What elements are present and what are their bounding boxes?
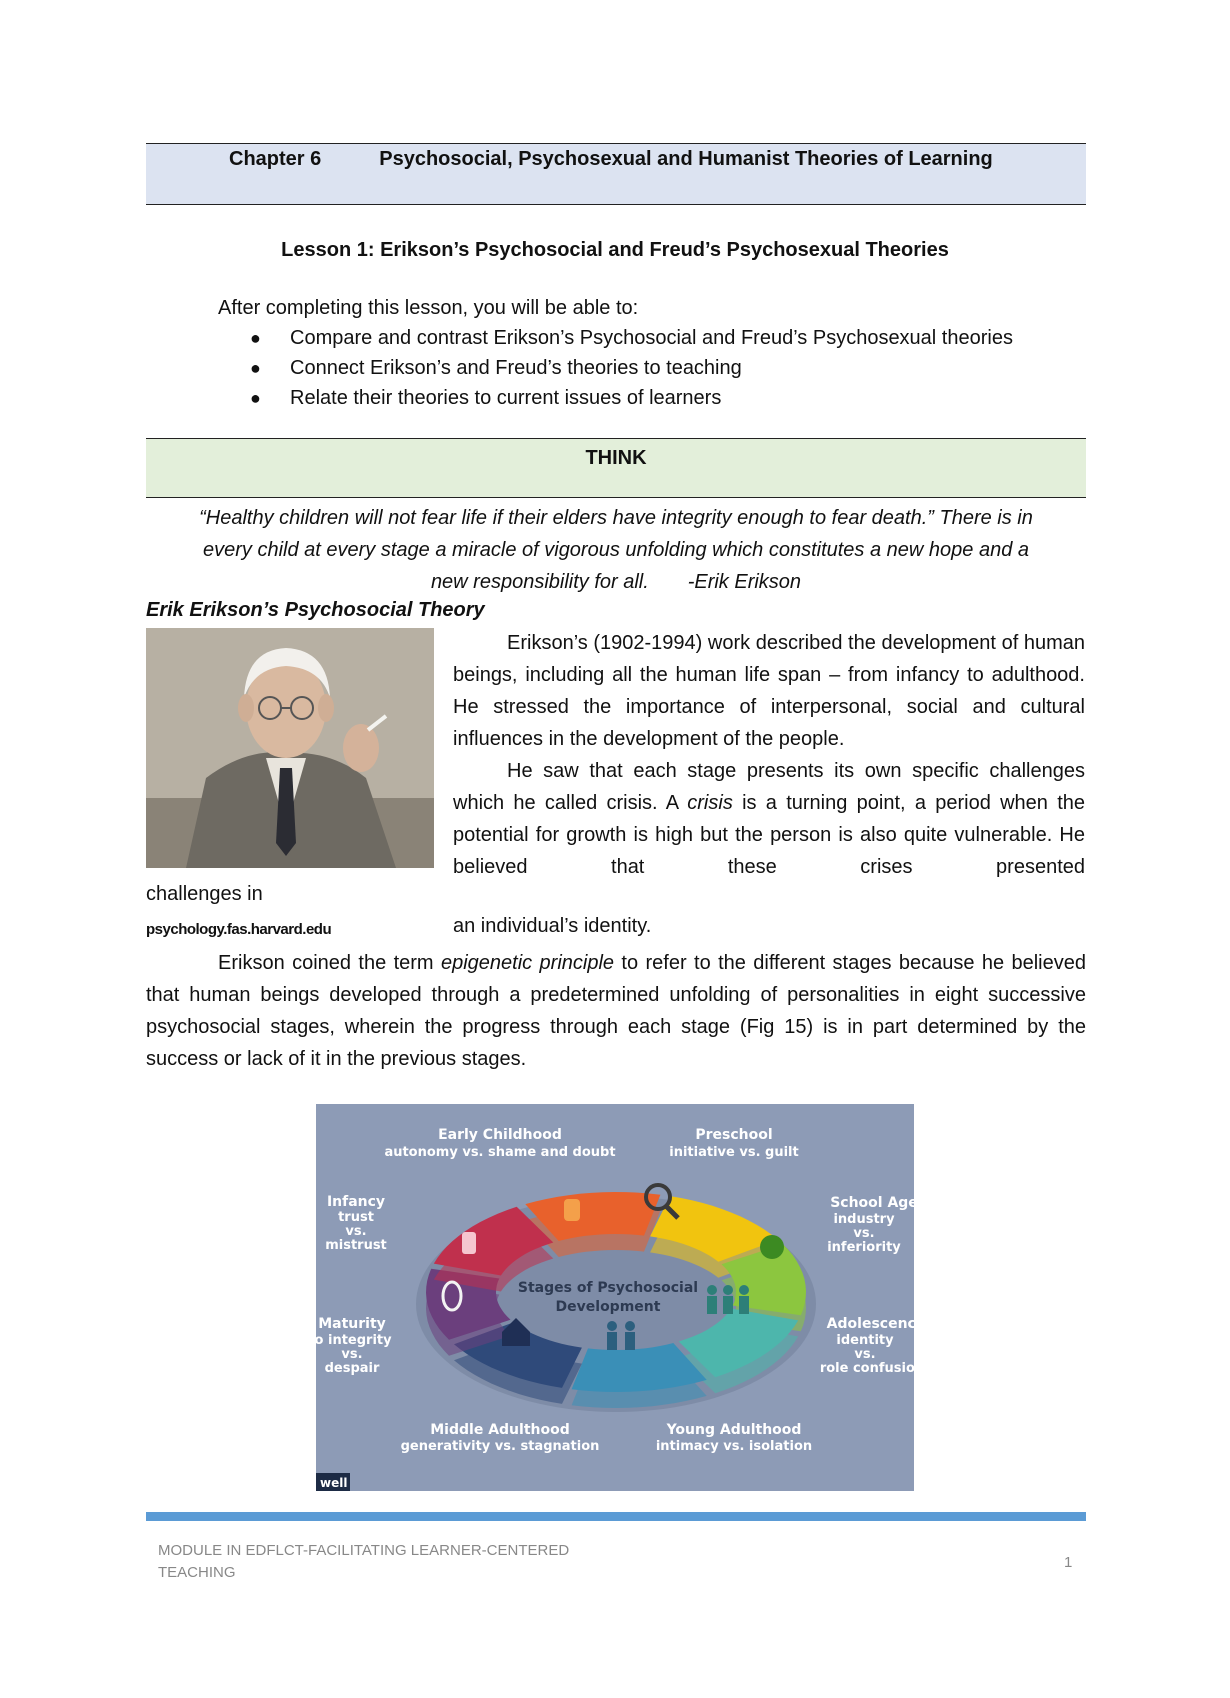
stages-wheel [296, 1104, 926, 1491]
stage-preschool-crisis: initiative vs. guilt [669, 1145, 799, 1160]
paragraph-2-tail: challenges in [146, 883, 263, 905]
stage-school-age-crisis-3: inferiority [827, 1240, 901, 1255]
chapter-number: Chapter 6 [229, 148, 322, 170]
stage-adolescence-crisis-1: identity [836, 1333, 894, 1348]
stage-young-adulthood-name: Young Adulthood [666, 1422, 802, 1438]
stage-adolescence-crisis-2: vs. [854, 1347, 876, 1362]
diagram-center-line2: Development [555, 1299, 661, 1315]
stage-adolescence-crisis-3: role confusion [819, 1361, 925, 1376]
footer-module-title: MODULE IN EDFLCT-FACILITATING LEARNER-CENTERED TEACHING [158, 1542, 570, 1581]
list-item: ● Relate their theories to current issues of learners [250, 384, 1013, 414]
chapter-heading [229, 148, 993, 171]
stage-maturity-crisis-2: vs. [341, 1347, 363, 1362]
stage-infancy-name: Infancy [326, 1194, 386, 1210]
image-caption: psychology.fas.harvard.edu [146, 921, 332, 938]
bullet-icon: ● [250, 388, 261, 408]
apple-icon [760, 1235, 784, 1259]
chapter-title: Psychosocial, Psychosexual and Humanist Theories of Learning [379, 148, 993, 170]
stage-infancy-crisis-3: mistrust [325, 1238, 387, 1253]
stage-middle-adulthood-crisis: generativity vs. stagnation [400, 1439, 600, 1454]
diagram-center-line1: Stages of Psychosocial [517, 1280, 699, 1296]
objectives-intro: After completing this lesson, you will be able to: [218, 297, 639, 319]
paragraph-3: Erikson coined the term epigenetic principle to refer to the different stages because he believed that human beings developed through a predetermined unfolding of personalities in eight successive psychosocial stages, wherein the progress through each stage (Fig 15) is in part determined by the success or lack of it in the previous stages. [146, 952, 1086, 1070]
stage-school-age-crisis-1: industry [833, 1212, 895, 1227]
think-label: THINK [585, 447, 647, 469]
stage-infancy-crisis-1: trust [338, 1210, 374, 1225]
portrait-illustration [146, 628, 434, 868]
stage-infancy-crisis-2: vs. [345, 1224, 367, 1239]
stage-early-childhood-crisis: autonomy vs. shame and doubt [384, 1145, 616, 1160]
lesson-title: Lesson 1: Erikson’s Psychosocial and Freud’s Psychosexual Theories [281, 239, 949, 261]
toilet-icon [564, 1199, 580, 1221]
stage-school-age-crisis-2: vs. [853, 1226, 875, 1241]
bullet-icon: ● [250, 328, 261, 348]
bullet-icon: ● [250, 358, 261, 378]
footer-rule [146, 1512, 1086, 1521]
stage-young-adulthood-crisis: intimacy vs. isolation [655, 1439, 813, 1454]
paragraph-1: Erikson’s (1902-1994) work described the development of human beings, including all the human life span – from infancy to adulthood. He stressed the importance of interpersonal, social and cultural influences in the development of the people. [453, 632, 1085, 750]
baby-bottle-icon [462, 1232, 476, 1254]
objectives-list [250, 324, 1013, 414]
teens-icon [707, 1285, 749, 1314]
page-number: 1 [1064, 1554, 1073, 1571]
stage-school-age-name: School Age [830, 1195, 918, 1211]
erikson-portrait [146, 628, 434, 868]
stage-maturity-name: Maturity [318, 1316, 386, 1332]
stage-maturity-crisis-1: ego integrity [296, 1333, 392, 1348]
stage-preschool-name: Preschool [695, 1127, 773, 1143]
watermark-text: well [320, 1476, 348, 1490]
list-item: ● Connect Erikson’s and Freud’s theories to teaching [250, 354, 1013, 384]
stage-adolescence-name: Adolescence [826, 1316, 926, 1332]
psychosocial-stages-diagram [296, 1104, 926, 1491]
stage-early-childhood-name: Early Childhood [438, 1127, 562, 1143]
section-heading: Erik Erikson’s Psychosocial Theory [146, 599, 485, 621]
stage-middle-adulthood-name: Middle Adulthood [430, 1422, 570, 1438]
paragraph-2-end: an individual’s identity. [453, 915, 652, 937]
list-item: ● Compare and contrast Erikson’s Psychosocial and Freud’s Psychosexual theories [250, 324, 1013, 354]
stage-maturity-crisis-3: despair [324, 1361, 380, 1376]
erikson-quote: “Healthy children will not fear life if their elders have integrity enough to fear death.” There is in every child at every stage a miracle of vigorous unfolding which constitutes a new hope and a new responsibility for all. -Erik Erikson [199, 507, 1033, 593]
paragraph-2: He saw that each stage presents its own specific challenges which he called crisis. A crisis is a turning point, a period when the potential for growth is high but the person is also quite vulnerable. He believed that these crises presented [453, 760, 1086, 878]
